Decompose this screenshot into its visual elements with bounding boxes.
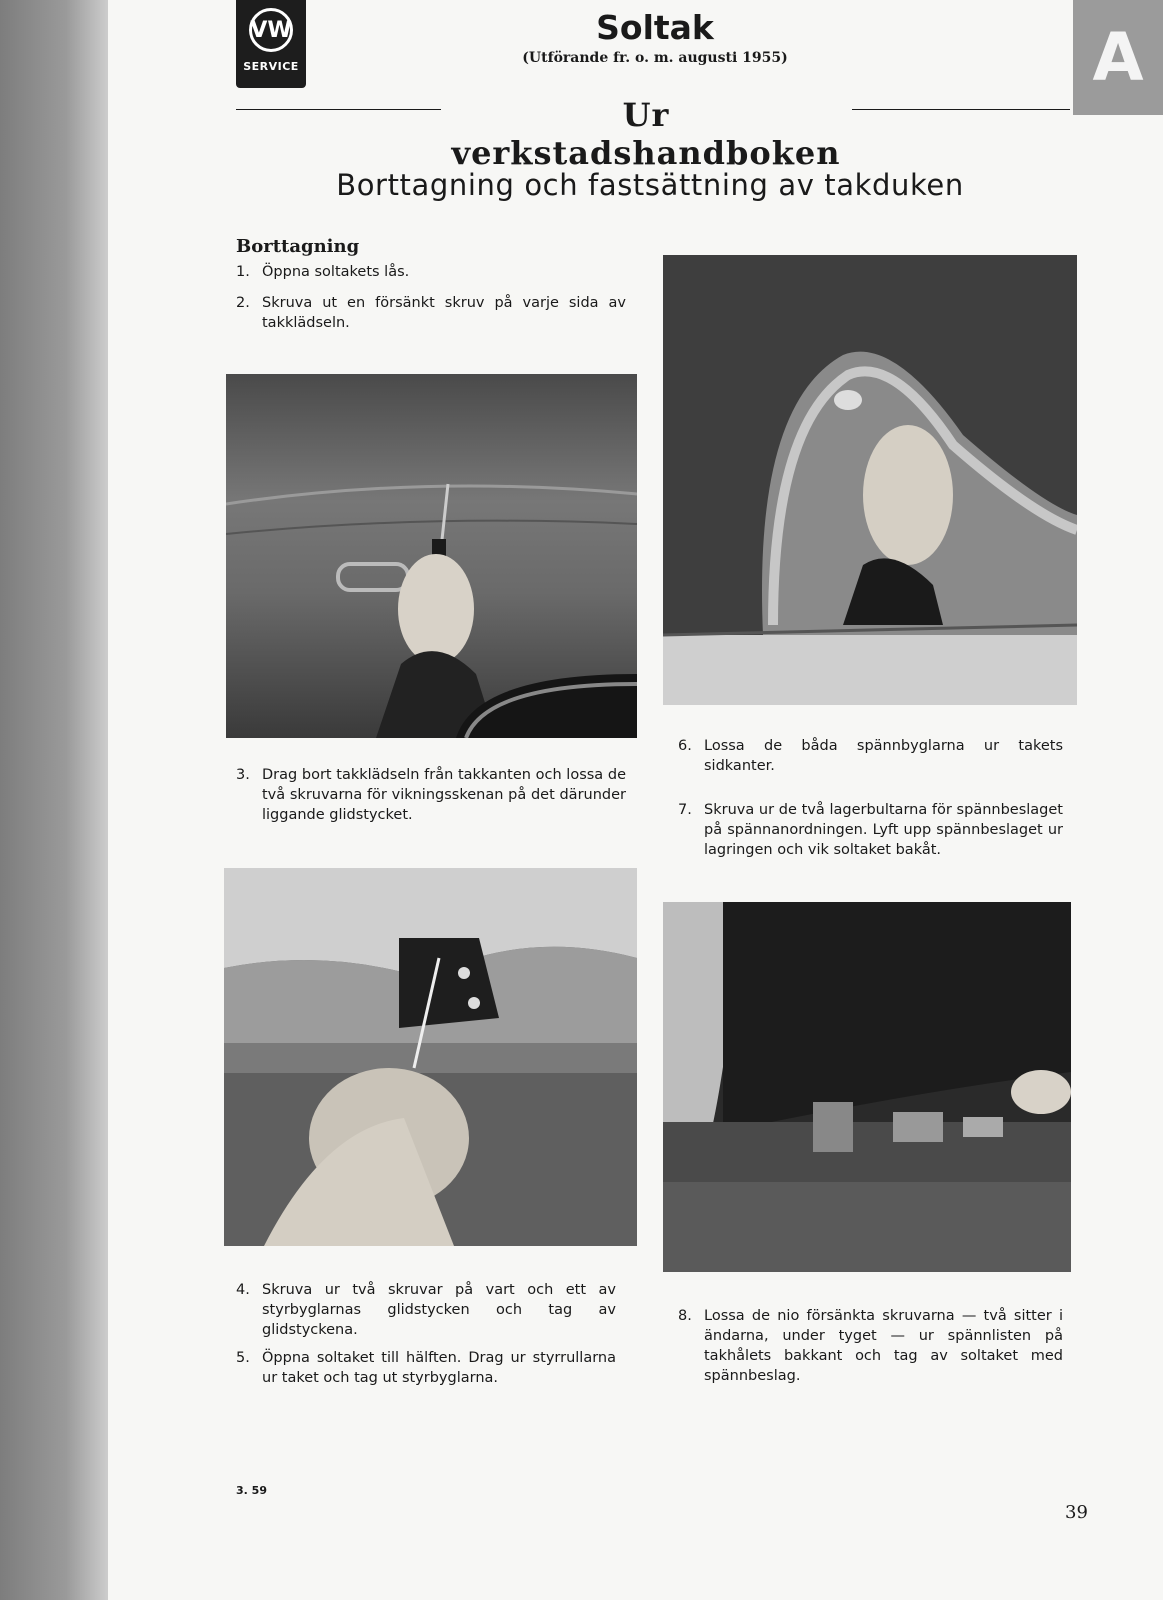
page-title: Soltak — [596, 8, 714, 47]
vw-service-logo — [236, 0, 306, 88]
step-number: 3. — [236, 767, 250, 783]
page-number: 39 — [1065, 1502, 1088, 1523]
vw-emblem: VW — [249, 8, 293, 52]
step-text: Öppna soltaket till hälften. Drag ur styrrullarna ur taket och tag ut styrbyglarna. — [262, 1350, 616, 1386]
step-text: Skruva ur de två lagerbultarna för spännbeslaget på spännanordningen. Lyft upp spännbeslaget ur lagringen och vik soltaket bakåt. — [704, 802, 1063, 858]
step-text: Öppna soltakets lås. — [262, 264, 410, 280]
step-8 — [678, 1306, 1063, 1386]
step-7 — [678, 800, 1063, 860]
step-text: Lossa de nio försänkta skruvarna — två sitter i ändarna, under tyget — ur spännlisten på takhålets bakkant och tag av soltaket med spännbeslag. — [704, 1308, 1063, 1384]
photo-glide-piece — [224, 868, 637, 1246]
step-text: Skruva ur två skruvar på vart och ett av styrbyglarnas glidstycken och tag av glidstyckena. — [262, 1282, 616, 1338]
section-tab-letter: A — [1092, 19, 1144, 96]
step-text: Lossa de båda spännbyglarna ur takets sidkanter. — [704, 738, 1063, 774]
photo-headliner-screw — [226, 374, 637, 738]
step-number: 5. — [236, 1350, 250, 1366]
header-rule-left — [236, 109, 441, 110]
section-title: Borttagning och fastsättning av takduken — [336, 168, 964, 202]
header-rule-right — [852, 109, 1070, 110]
step-text: Skruva ut en försänkt skruv på varje sida av takklädseln. — [262, 295, 626, 331]
step-4 — [236, 1280, 616, 1340]
step-5 — [236, 1348, 616, 1388]
step-3 — [236, 765, 626, 825]
step-1 — [236, 262, 626, 282]
step-number: 7. — [678, 802, 692, 818]
page-subtitle: (Utförande fr. o. m. augusti 1955) — [522, 50, 788, 66]
handbook-title: Ur verkstadshandboken — [451, 96, 841, 172]
step-number: 1. — [236, 264, 250, 280]
scan-spine — [0, 0, 110, 1600]
section-tab — [1073, 0, 1163, 115]
step-2 — [236, 293, 626, 333]
sub-heading: Borttagning — [236, 236, 360, 257]
step-text: Drag bort takklädseln från takkanten och lossa de två skruvarna för vikningsskenan på det därunder liggande glidstycket. — [262, 767, 626, 823]
step-number: 6. — [678, 738, 692, 754]
logo-label: SERVICE — [243, 60, 299, 73]
step-number: 2. — [236, 295, 250, 311]
print-code: 3. 59 — [236, 1484, 267, 1497]
step-number: 8. — [678, 1308, 692, 1324]
photo-tension-strip — [663, 902, 1071, 1272]
photo-sunroof-brackets — [663, 255, 1077, 705]
step-6 — [678, 736, 1063, 776]
step-number: 4. — [236, 1282, 250, 1298]
